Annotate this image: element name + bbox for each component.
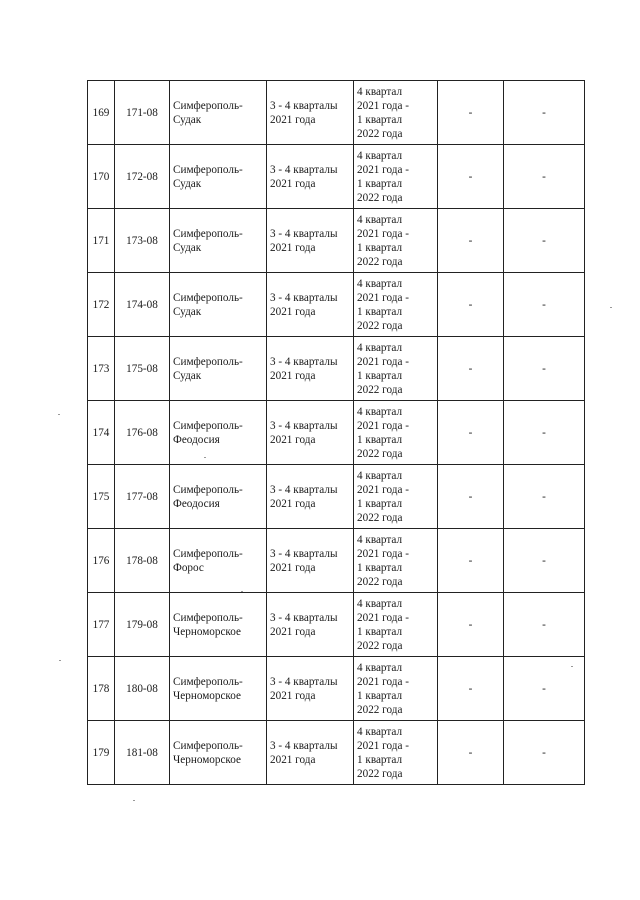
term-line: 2022 года (357, 767, 403, 780)
dash-cell: - (504, 273, 585, 337)
dash-cell: - (438, 401, 504, 465)
route-code-cell: 176-08 (115, 401, 170, 465)
term-cell (354, 401, 438, 465)
route-name-line: Форос (173, 561, 204, 574)
table-row (88, 273, 585, 337)
row-number-cell: 172 (88, 273, 115, 337)
route-name-line: Судак (173, 369, 202, 382)
table-row (88, 401, 585, 465)
period-cell (267, 657, 354, 721)
term-line: 1 квартал (357, 177, 403, 190)
period-line: 2021 года (270, 561, 316, 574)
dash-cell: - (438, 145, 504, 209)
route-code-cell: 180-08 (115, 657, 170, 721)
period-line: 2021 года (270, 113, 316, 126)
term-line: 2021 года - (357, 163, 409, 176)
route-name-cell (170, 145, 267, 209)
term-line: 2021 года - (357, 611, 409, 624)
period-line: 2021 года (270, 177, 316, 190)
term-cell (354, 593, 438, 657)
period-cell (267, 401, 354, 465)
scan-speck (58, 414, 60, 415)
period-line: 3 - 4 кварталы (270, 163, 338, 176)
dash-cell: - (504, 721, 585, 785)
route-name-line: Феодосия (173, 497, 220, 510)
routes-table (87, 80, 585, 785)
term-line: 2022 года (357, 703, 403, 716)
route-name-cell (170, 273, 267, 337)
route-name-line: Симферополь- (173, 675, 243, 688)
period-line: 2021 года (270, 241, 316, 254)
term-cell (354, 465, 438, 529)
route-name-line: Симферополь- (173, 99, 243, 112)
route-name-cell (170, 529, 267, 593)
term-line: 4 квартал (357, 213, 403, 226)
term-line: 2022 года (357, 255, 403, 268)
dash-cell: - (504, 465, 585, 529)
period-cell (267, 465, 354, 529)
table-row (88, 145, 585, 209)
term-cell (354, 273, 438, 337)
term-line: 4 квартал (357, 597, 403, 610)
term-line: 2022 года (357, 575, 403, 588)
term-line: 1 квартал (357, 753, 403, 766)
period-line: 3 - 4 кварталы (270, 419, 338, 432)
row-number-cell: 176 (88, 529, 115, 593)
period-line: 2021 года (270, 497, 316, 510)
dash-cell: - (438, 657, 504, 721)
term-line: 2021 года - (357, 419, 409, 432)
period-cell (267, 593, 354, 657)
dash-cell: - (438, 81, 504, 145)
term-line: 4 квартал (357, 277, 403, 290)
route-name-line: Судак (173, 305, 202, 318)
dash-cell: - (438, 337, 504, 401)
period-cell (267, 81, 354, 145)
term-line: 2021 года - (357, 99, 409, 112)
period-line: 2021 года (270, 753, 316, 766)
table-row (88, 529, 585, 593)
dash-cell: - (438, 721, 504, 785)
term-line: 2021 года - (357, 291, 409, 304)
period-line: 3 - 4 кварталы (270, 611, 338, 624)
route-name-line: Судак (173, 241, 202, 254)
route-name-line: Симферополь- (173, 419, 243, 432)
period-cell (267, 337, 354, 401)
term-line: 4 квартал (357, 85, 403, 98)
dash-cell: - (438, 273, 504, 337)
term-line: 1 квартал (357, 625, 403, 638)
dash-cell: - (504, 593, 585, 657)
table-row (88, 337, 585, 401)
period-line: 3 - 4 кварталы (270, 547, 338, 560)
route-code-cell: 178-08 (115, 529, 170, 593)
term-line: 4 квартал (357, 533, 403, 546)
route-name-line: Черноморское (173, 753, 241, 766)
period-line: 3 - 4 кварталы (270, 291, 338, 304)
scan-speck (571, 666, 573, 667)
term-line: 1 квартал (357, 689, 403, 702)
term-line: 4 квартал (357, 149, 403, 162)
period-line: 3 - 4 кварталы (270, 483, 338, 496)
period-cell (267, 273, 354, 337)
period-line: 2021 года (270, 433, 316, 446)
route-name-line: Судак (173, 113, 202, 126)
term-line: 2021 года - (357, 739, 409, 752)
period-cell (267, 209, 354, 273)
period-line: 2021 года (270, 369, 316, 382)
route-name-line: Симферополь- (173, 547, 243, 560)
term-line: 1 квартал (357, 369, 403, 382)
scan-speck (59, 660, 61, 661)
table-row (88, 209, 585, 273)
term-cell (354, 337, 438, 401)
row-number-cell: 169 (88, 81, 115, 145)
period-line: 3 - 4 кварталы (270, 99, 338, 112)
period-line: 3 - 4 кварталы (270, 675, 338, 688)
term-line: 2021 года - (357, 675, 409, 688)
term-line: 4 квартал (357, 661, 403, 674)
term-line: 2022 года (357, 639, 403, 652)
route-code-cell: 181-08 (115, 721, 170, 785)
scan-speck (241, 591, 243, 592)
route-name-cell (170, 81, 267, 145)
term-line: 2022 года (357, 447, 403, 460)
route-name-line: Симферополь- (173, 739, 243, 752)
row-number-cell: 177 (88, 593, 115, 657)
route-name-line: Судак (173, 177, 202, 190)
term-line: 2022 года (357, 383, 403, 396)
term-cell (354, 529, 438, 593)
route-name-line: Симферополь- (173, 291, 243, 304)
term-line: 2022 года (357, 127, 403, 140)
route-name-line: Симферополь- (173, 227, 243, 240)
dash-cell: - (504, 81, 585, 145)
dash-cell: - (504, 145, 585, 209)
route-code-cell: 173-08 (115, 209, 170, 273)
table-row (88, 465, 585, 529)
route-name-cell (170, 401, 267, 465)
term-line: 1 квартал (357, 561, 403, 574)
route-code-cell: 175-08 (115, 337, 170, 401)
term-line: 2022 года (357, 191, 403, 204)
dash-cell: - (438, 529, 504, 593)
scan-speck (133, 800, 135, 801)
route-name-line: Симферополь- (173, 163, 243, 176)
route-name-line: Феодосия (173, 433, 220, 446)
term-line: 2021 года - (357, 355, 409, 368)
term-line: 4 квартал (357, 341, 403, 354)
term-line: 2022 года (357, 319, 403, 332)
term-line: 1 квартал (357, 433, 403, 446)
term-cell (354, 81, 438, 145)
term-cell (354, 145, 438, 209)
route-name-cell (170, 657, 267, 721)
period-cell (267, 721, 354, 785)
term-line: 4 квартал (357, 405, 403, 418)
term-cell (354, 657, 438, 721)
row-number-cell: 171 (88, 209, 115, 273)
route-name-line: Черноморское (173, 625, 241, 638)
term-line: 2021 года - (357, 227, 409, 240)
route-name-line: Черноморское (173, 689, 241, 702)
term-cell (354, 721, 438, 785)
table-row (88, 721, 585, 785)
route-name-cell (170, 465, 267, 529)
term-line: 2022 года (357, 511, 403, 524)
route-code-cell: 179-08 (115, 593, 170, 657)
period-cell (267, 529, 354, 593)
term-line: 2021 года - (357, 483, 409, 496)
dash-cell: - (438, 593, 504, 657)
route-name-cell (170, 337, 267, 401)
row-number-cell: 174 (88, 401, 115, 465)
term-line: 1 квартал (357, 241, 403, 254)
table-body (88, 81, 585, 785)
table-row (88, 657, 585, 721)
row-number-cell: 170 (88, 145, 115, 209)
term-line: 1 квартал (357, 305, 403, 318)
period-line: 2021 года (270, 625, 316, 638)
table-row (88, 593, 585, 657)
period-line: 3 - 4 кварталы (270, 227, 338, 240)
dash-cell: - (504, 401, 585, 465)
dash-cell: - (504, 657, 585, 721)
route-name-cell (170, 209, 267, 273)
route-code-cell: 171-08 (115, 81, 170, 145)
period-cell (267, 145, 354, 209)
period-line: 3 - 4 кварталы (270, 355, 338, 368)
term-line: 4 квартал (357, 725, 403, 738)
row-number-cell: 173 (88, 337, 115, 401)
route-name-cell (170, 721, 267, 785)
dash-cell: - (504, 209, 585, 273)
period-line: 3 - 4 кварталы (270, 739, 338, 752)
route-name-line: Симферополь- (173, 483, 243, 496)
term-line: 1 квартал (357, 113, 403, 126)
row-number-cell: 179 (88, 721, 115, 785)
row-number-cell: 175 (88, 465, 115, 529)
period-line: 2021 года (270, 305, 316, 318)
term-line: 1 квартал (357, 497, 403, 510)
route-code-cell: 172-08 (115, 145, 170, 209)
route-name-line: Симферополь- (173, 355, 243, 368)
route-name-line: Симферополь- (173, 611, 243, 624)
term-cell (354, 209, 438, 273)
period-line: 2021 года (270, 689, 316, 702)
term-line: 4 квартал (357, 469, 403, 482)
route-name-cell (170, 593, 267, 657)
row-number-cell: 178 (88, 657, 115, 721)
route-code-cell: 174-08 (115, 273, 170, 337)
dash-cell: - (504, 337, 585, 401)
scan-speck (610, 307, 612, 308)
dash-cell: - (504, 529, 585, 593)
term-line: 2021 года - (357, 547, 409, 560)
dash-cell: - (438, 465, 504, 529)
route-code-cell: 177-08 (115, 465, 170, 529)
scan-speck (204, 457, 206, 458)
table-row (88, 81, 585, 145)
dash-cell: - (438, 209, 504, 273)
